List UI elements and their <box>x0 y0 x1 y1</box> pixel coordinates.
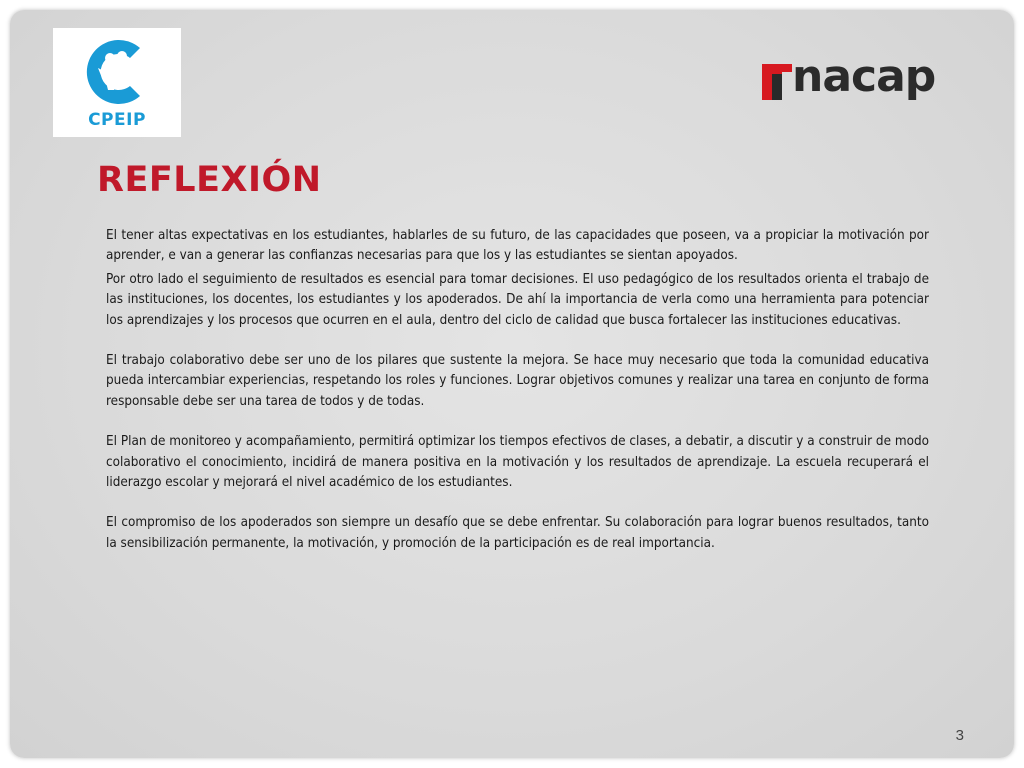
paragraph: El trabajo colaborativo debe ser uno de los pilares que sustente la mejora. Se hace muy necesario que toda la comunidad educativa pueda intercambiar experiencias, respetando los roles y funciones. Lograr objetivos comunes y realizar una tarea en conjunto de forma responsable debe ser una tarea de todos y de todas. <box>106 353 929 409</box>
cpeip-emblem-icon <box>80 32 154 112</box>
cpeip-logo-text: CPEIP <box>88 110 146 130</box>
paragraph: El Plan de monitoreo y acompañamiento, permitirá optimizar los tiempos efectivos de clases, a debatir, a discutir y a construir de modo colaborativo el conocimiento, incidirá de manera positiva en la motivación y los resultados de aprendizaje. La escuela recuperará el liderazgo escolar y mejorará el nivel académico de los estudiantes. <box>106 434 929 491</box>
body-text <box>106 226 929 554</box>
paragraph: El tener altas expectativas en los estudiantes, hablarles de su futuro, de las capacidades que poseen, va a propiciar la motivación por aprender, e van a generar las confianzas necesarias para que los y las estudiantes se sientan apoyados. <box>106 228 929 264</box>
cpeip-logo <box>53 28 181 137</box>
page-number: 3 <box>955 727 964 744</box>
paragraph: Por otro lado el seguimiento de resultados es esencial para tomar decisiones. El uso pedagógico de los resultados orienta el trabajo de las instituciones, los docentes, los estudiantes y los apoderados. De ahí la importancia de verla como una herramienta para potenciar los aprendizajes y los procesos que ocurren en el aula, dentro del ciclo de calidad que busca fortalecer las instituciones educativas. <box>106 271 929 328</box>
slide-title: REFLEXIÓN <box>97 160 322 200</box>
inacap-logo-text: nacap <box>792 51 936 102</box>
paragraph: El compromiso de los apoderados son siempre un desafío que se debe enfrentar. Su colaboración para lograr buenos resultados, tanto la sensibilización permanente, la motivación, y promoción de la participación es de real importancia. <box>106 515 929 551</box>
inacap-logo <box>762 52 942 122</box>
slide <box>10 10 1014 758</box>
inacap-mark-icon <box>762 64 792 100</box>
